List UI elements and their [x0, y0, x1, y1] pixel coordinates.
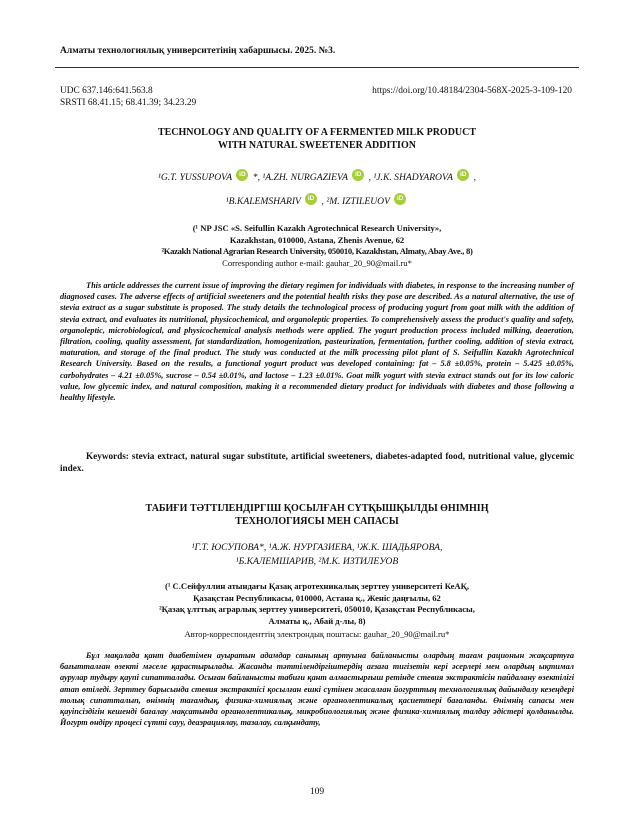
author-name: ¹B.KALEMSHARIV [225, 196, 301, 207]
orcid-icon[interactable]: iD [394, 193, 406, 205]
affiliation-en-1-line-2: Kazakhstan, 010000, Astana, Zhenis Avenue, 62 [229, 234, 405, 245]
author-name: ¹J.K. SHADYAROVA [373, 172, 453, 183]
author-separator: , [471, 172, 477, 183]
affiliation-kz-1-line-2: Қазақстан Республикасы, 010000, Астана қ., Женіс даңғылы, 62 [193, 592, 441, 603]
title-en-line-1: TECHNOLOGY AND QUALITY OF A FERMENTED MILK PRODUCT [157, 127, 477, 138]
paper-title-en [60, 127, 574, 152]
paper-title-kz [60, 503, 574, 528]
orcid-icon[interactable]: iD [457, 169, 469, 181]
srsti-code: SRSTI 68.41.15; 68.41.39; 34.23.29 [60, 98, 197, 108]
affiliation-kz-1-line-1: (¹ С.Сейфуллин атындағы Қазақ агротехникалық зерттеу университеті КеАҚ, [164, 581, 470, 591]
title-en-line-2: WITH NATURAL SWEETENER ADDITION [218, 139, 416, 151]
udc-code: UDC 637.146:641.563.8 [60, 86, 153, 96]
keywords-en: Keywords: stevia extract, natural sugar substitute, artificial sweeteners, diabetes-adapted food, nutritional value, glycemic index. [60, 451, 574, 473]
affiliation-kz-2-line-2: Алматы қ., Абай д-лы, 8) [268, 615, 366, 626]
affiliation-kz-2-line-1: ²Қазақ ұлттық аграрлық зерттеу университеті, 050010, Қазақстан Республикасы, [159, 604, 475, 614]
orcid-icon[interactable]: iD [236, 169, 248, 181]
authors-en-line-2 [60, 193, 574, 209]
abstract-en: This article addresses the current issue of improving the dietary regimen for individuals with diabetes, in response to the increasing number of diagnosed cases. The adverse effects of artificial sweeteners and the potential health risks they pose are described. As a natural alternative, the use of stevia extract as a sugar substitute is proposed. The study details the technological process of producing yogurt from goat milk with the addition of stevia extract, and evaluates its nutritional, physicochemical, and organoleptic properties. To comprehensively assess the product's quality and safety, organoleptic, microbiological, and physicochemical analysis methods were applied. The yogurt production process included milking, deaeration, filtration, cooling, quality assessment, fat standardization, homogenization, pasteurization, fermentation, further cooling, addition of stevia extract, maturation, and storage of the final product. The study was conducted at the milk processing pilot plant of S. Seifullin Kazakh Agrotechnical Research University. Based on the results, a functional yogurt product was developed containing: fat – 5.8 ±0.05%, protein – 5.425 ±0.05%, carbohydrates – 4.21 ±0.05%, sucrose – 0.54 ±0.01%, and lactose – 1.23 ±0.01%. Goat milk yogurt with stevia extract stands out for its low caloric value, low glycemic index, and natural composition, making it a recommended dietary product for individuals with diabetes and those following a healthy lifestyle. [60, 281, 574, 403]
orcid-icon[interactable]: iD [305, 193, 317, 205]
authors-kz-line-2: ¹Б.КАЛЕМШАРИВ, ²М.К. ИЗТИЛЕУОВ [235, 556, 399, 567]
authors-en-line-1 [60, 169, 574, 185]
affiliation-en-2: ²Kazakh National Agrarian Research University, 050010, Kazakhstan, Almaty, Abay Ave., 8) [161, 246, 473, 256]
orcid-icon[interactable]: iD [352, 169, 364, 181]
author-name: ¹A.ZH. NURGAZIEVA [262, 172, 348, 183]
page-number: 109 [309, 787, 325, 797]
authors-kz [60, 541, 574, 569]
author-name: ¹G.T. YUSSUPOVA [157, 172, 232, 183]
authors-en [60, 169, 574, 209]
affiliation-en-1-line-1: (¹ NP JSC «S. Seifullin Kazakh Agrotechnical Research University», [192, 223, 442, 233]
corresponding-author-en: Corresponding author e-mail: gauhar_20_90@mail.ru* [222, 258, 412, 268]
doi-link[interactable]: https://doi.org/10.48184/2304-568X-2025-3-109-120 [372, 86, 572, 96]
abstract-kz: Бұл мақалада қант диабетімен ауыратын адамдар санының артуына байланысты олардың тағам рационын жақсартуға бағытталған өзекті мәселе қарастырылады. Жасанды тәттілендіргіштердің ағзаға тигізетін кері әсерлері мен олардың ықтимал аурулар тудыру қаупі сипатталады. Осыған байланысты табиғи қант алмастырғыш ретінде стевия экстрактісін пайдалану өзектілігі атап өтіледі. Зерттеу барысында стевия экстрактісі қосылған ешкі сүтінен жасалған йогурттың технологиялық дайындалу кезеңдері толық сипатталып, өнімнің тағамдық, физика-химиялық және органолептикалық қасиеттері бағаланды. Өнімнің сапасы мен қауіпсіздігін кешенді бағалау мақсатында органолептикалық, микробиологиялық және физика-химиялық талдау әдістері қолданылды. Йогурт өндіру процесі сүтті сауу, деаэрациялау, тазалау, салқындату, [60, 651, 574, 728]
corresponding-author-kz: Автор-корреспонденттің электрондық поштасы: gauhar_20_90@mail.ru* [184, 629, 450, 639]
author-separator: *, [250, 172, 263, 183]
title-kz-line-2: ТЕХНОЛОГИЯСЫ МЕН САПАСЫ [235, 515, 399, 527]
journal-header: Алматы технологиялық университетінің хабаршысы. 2025. №3. [60, 46, 336, 56]
author-separator: , [366, 172, 374, 183]
authors-kz-line-1: ¹Г.Т. ЮСУПОВА*, ¹А.Ж. НУРГАЗИЕВА, ¹Ж.К. ШАДЬЯРОВА, [191, 542, 443, 553]
author-separator: , [319, 196, 327, 207]
affiliations-kz [60, 581, 574, 627]
author-name: ²M. IZTILEUOV [326, 196, 390, 207]
affiliations-en [60, 223, 574, 258]
title-kz-line-1: ТАБИҒИ ТӘТТІЛЕНДІРГІШ ҚОСЫЛҒАН СҮТҚЫШҚЫЛДЫ ӨНІМНІҢ [145, 503, 489, 514]
header-divider [55, 67, 579, 68]
